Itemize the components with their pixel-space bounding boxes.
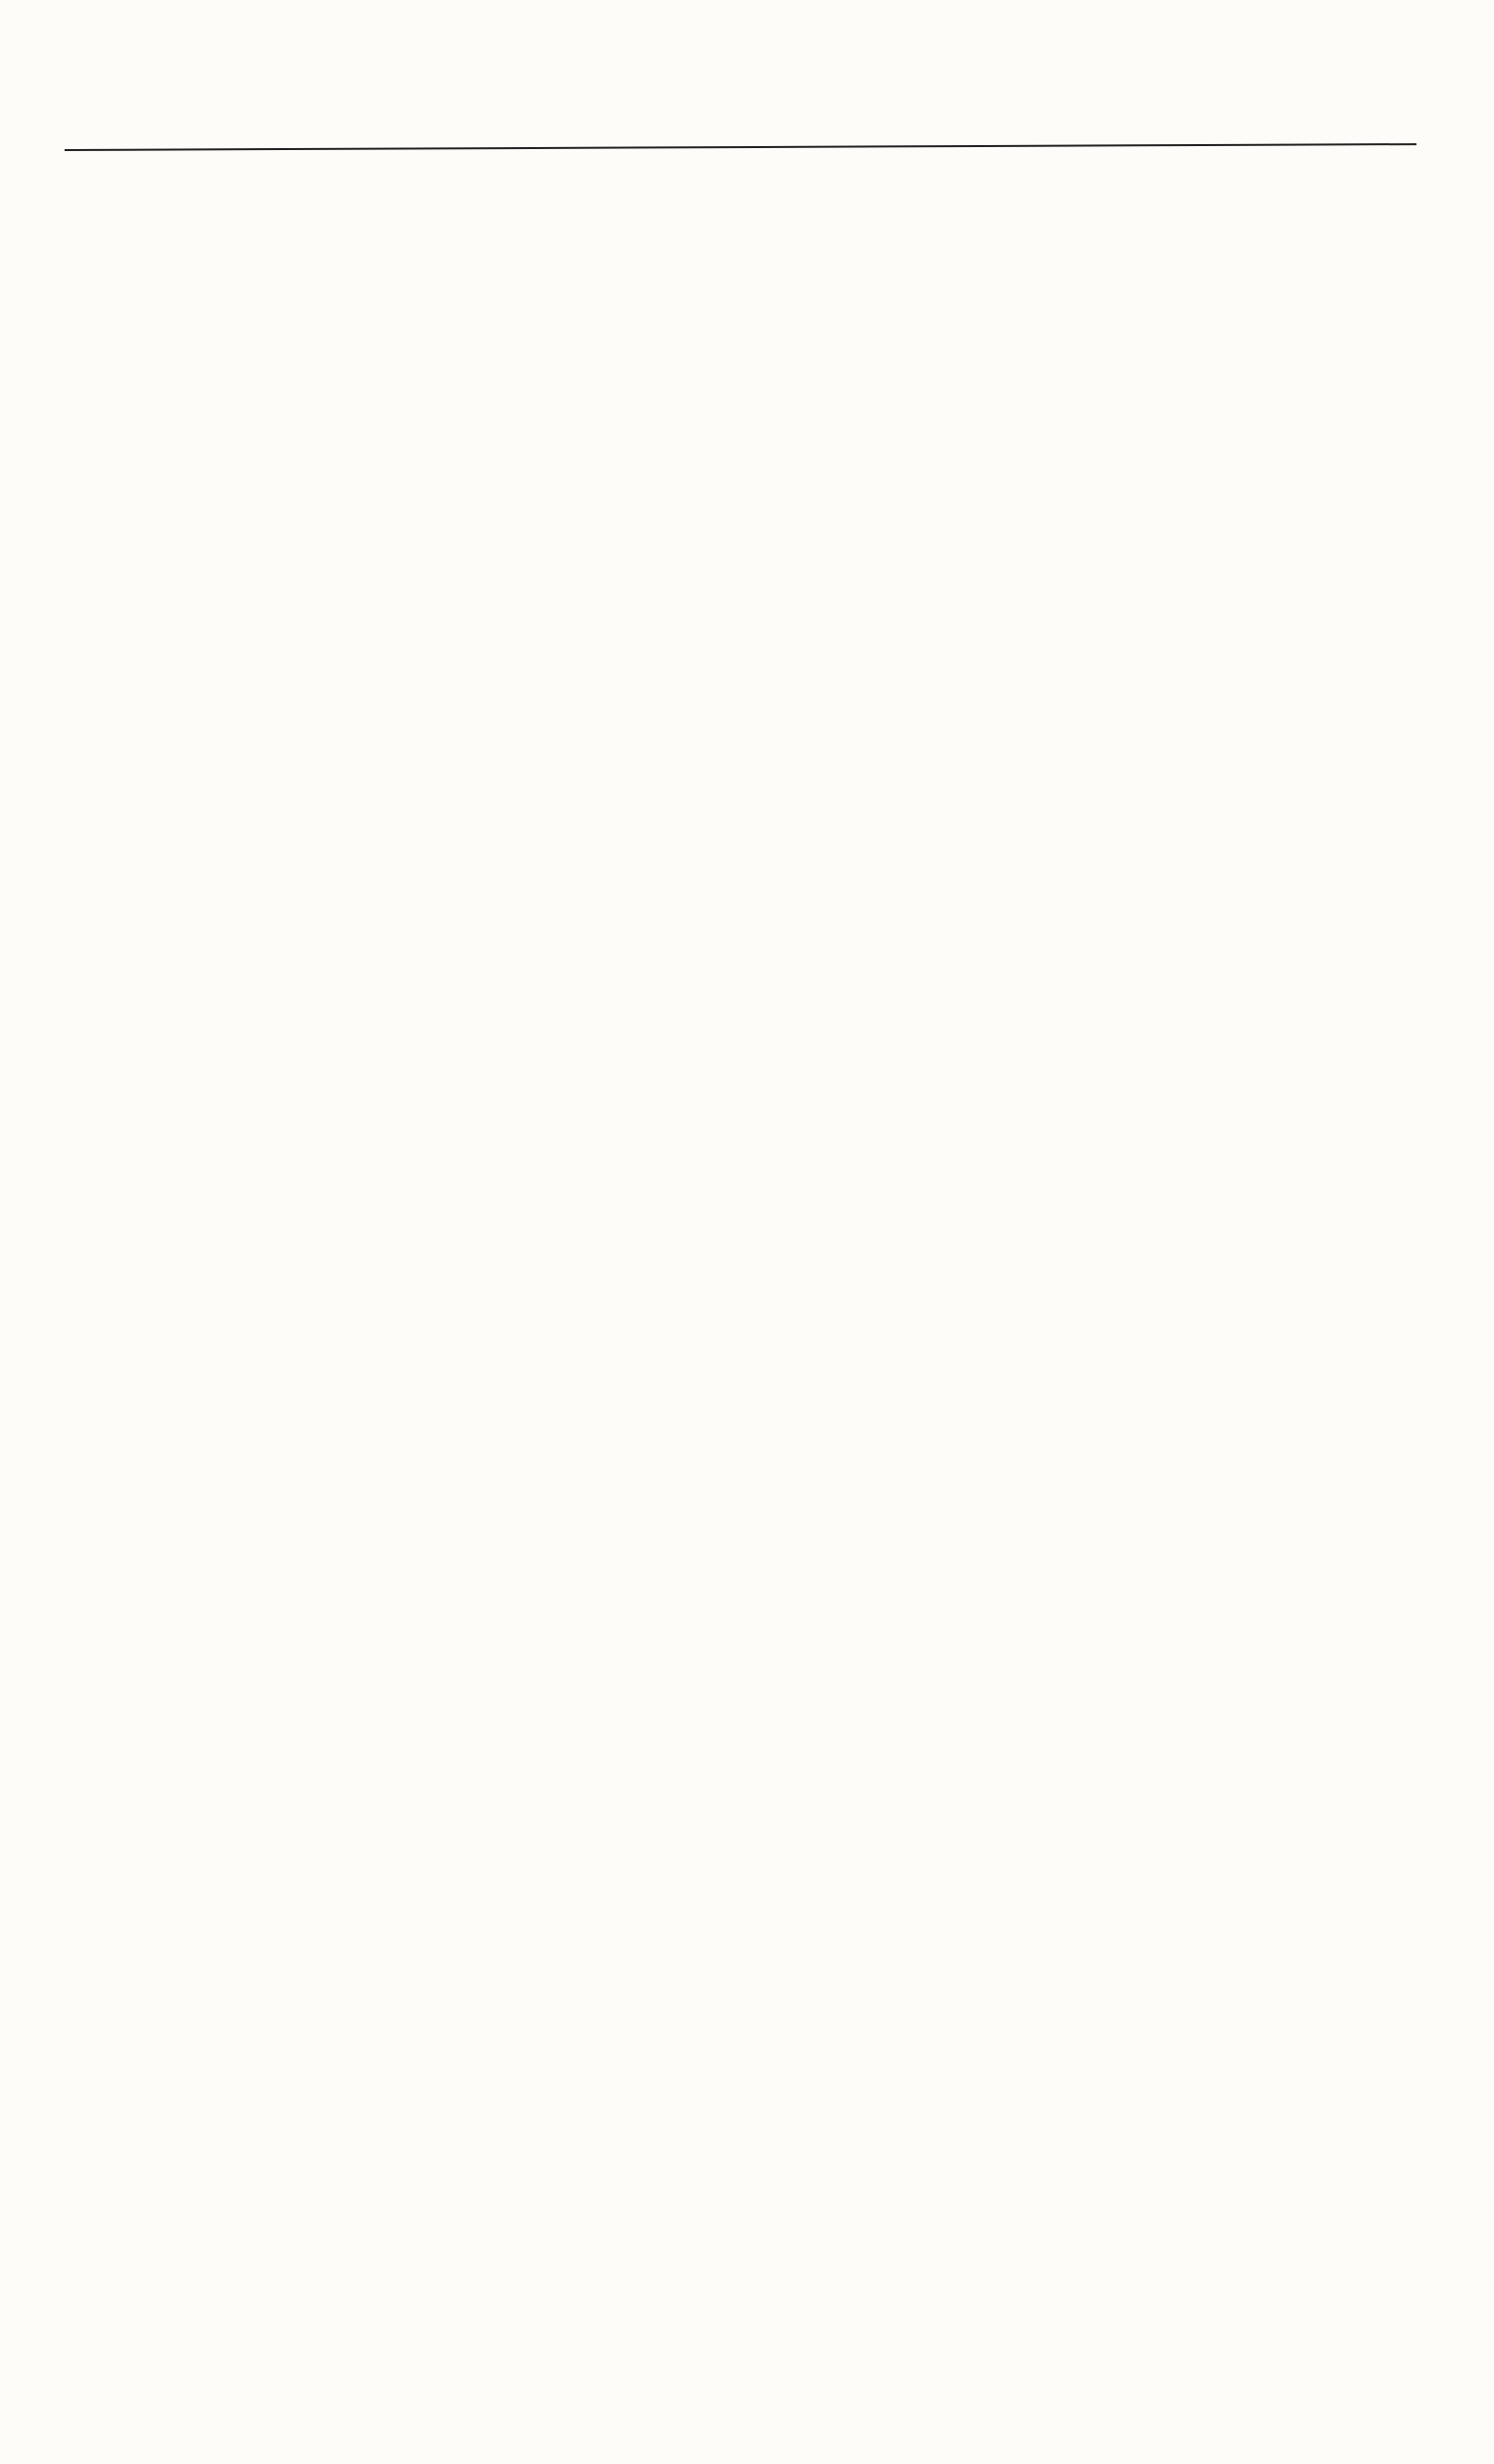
header-rule — [65, 143, 1416, 151]
running-head — [0, 78, 1494, 127]
